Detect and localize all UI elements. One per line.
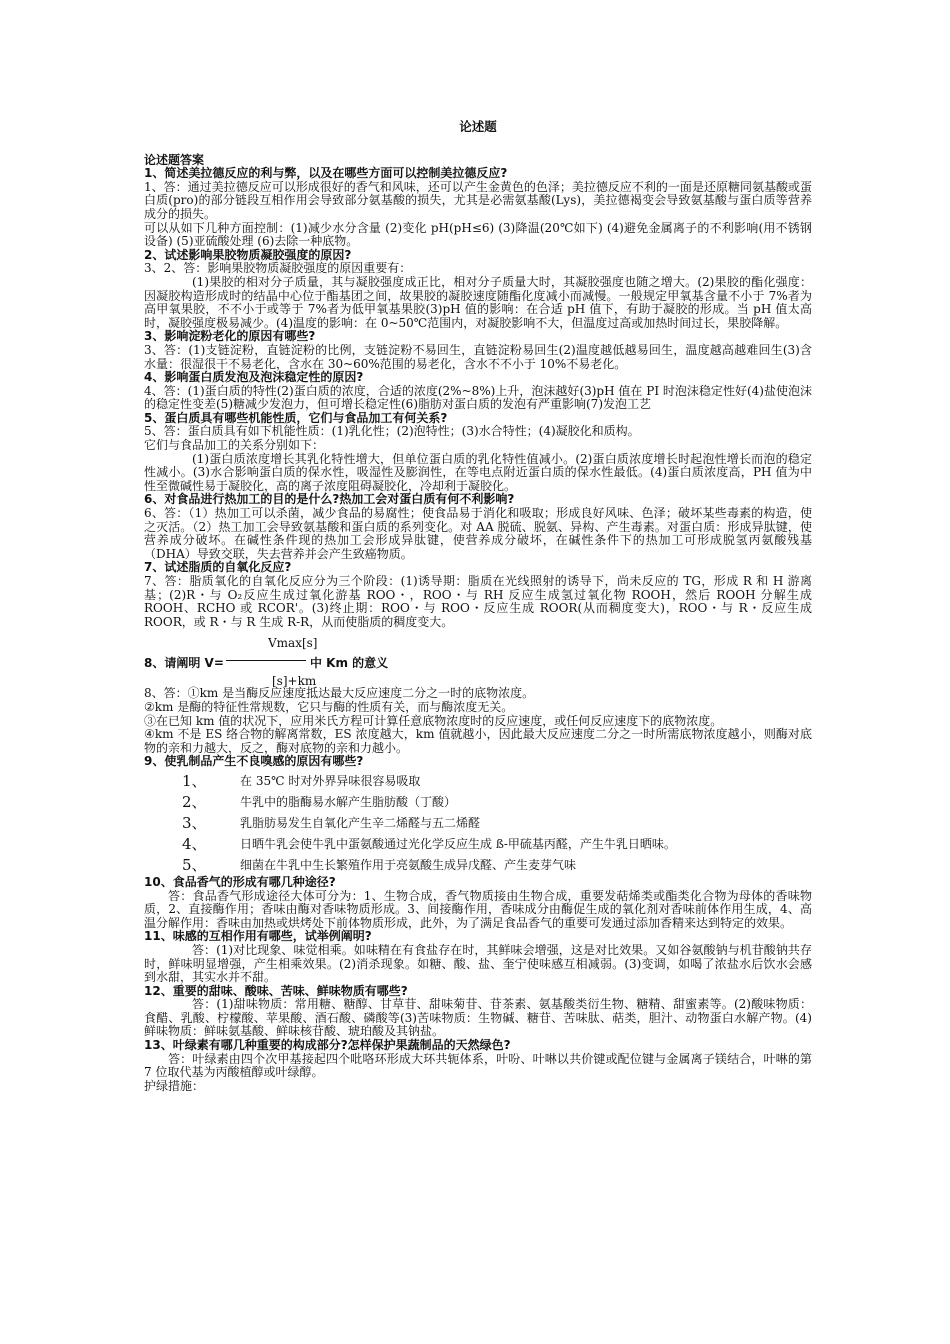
q10-heading: 10、食品香气的形成有哪几种途径?	[144, 874, 336, 889]
q10-answer: 答：食品香气形成途径大体可分为：1、生物合成，香气物质接由生物合成，重要发萜烯类或酯类化合物为母体的香味物质，2、直接酶作用；香味由酶对香味物质形成。3、间接酶作用，香味成分由酶促生成的氧化剂对香味前体作用生成，4、高温分解作用：香味由加热或烘烤处下前体物质形成，此外，为了满足食品香气的重要可发通过添加香精来达到特定的效果。	[144, 888, 812, 930]
list-text: 细菌在牛乳中生长繁殖作用于亮氨酸生成异戊醛、产生麦芽气味	[240, 857, 577, 872]
q5-detail: (1)蛋白质浓度增长其乳化特性增大，但单位蛋白质的乳化特性值减小。(2)蛋白质浓度增长时起泡性增长而泡的稳定性减小。(3)水合影响蛋白质的保水性，吸湿性及膨润性，在等电点附近蛋白质的保水性最低。(4)蛋白质浓度高，PH 值为中性至微碱性易于凝胶化，高的离子浓度阻碍凝胶化，冷却利于凝胶化。	[144, 451, 812, 493]
q12-answer: 答：(1)甜味物质：常用糖、糖醇、甘草苷、甜味菊苷、苷茶素、氨基酸类衍生物、糖精、甜蜜素等。(2)酸味物质：食醋、乳酸、柠檬酸、苹果酸、酒石酸、磷酸等(3)苦味物质：生物碱、糖苷、苦味肽、萜类，胆汁、动物蛋白水解产物。(4)鲜味物质：鲜味氨基酸、鲜味核苷酸、琥珀酸及其钠盐。	[144, 997, 812, 1039]
list-item	[182, 813, 812, 834]
q12-heading: 12、重要的甜味、酸味、苦味、鲜味物质有哪些?	[144, 983, 408, 998]
list-text: 在 35℃ 时对外界异味很容易吸取	[240, 773, 421, 788]
q3-heading: 3、影响淀粉老化的原因有哪些?	[144, 329, 316, 344]
q11-answer: 答：(1)对比现象、味觉相乘。如味精在有食盐存在时，其鲜味会增强，这是对比效果。又如谷氨酸钠与机苷酸钠共存时，鲜味明显增强，产生相乘效果。(2)消杀现象。如糖、酸、盐、奎宁使味感互相减弱。(3)变调，如喝了浓盐水后饮水会感到水甜，其实水并不甜。	[144, 942, 812, 985]
q1-control: 可以从如下几种方面控制：(1)减少水分含量 (2)变化 pH(pH≤6) (3)降温(20℃如下) (4)避免金属离子的不利影响(用不锈钢设备) (5)亚硫酸处理 (6)去除一种底物。	[144, 220, 812, 249]
list-item	[182, 792, 812, 813]
q8-answer-2: ②km 是酶的特征性常规数，它只与酶的性质有关，而与酶浓度无关。	[144, 699, 514, 714]
q3-answer: 3、答：(1)支链淀粉，直链淀粉的比例，支链淀粉不易回生，直链淀粉易回生(2)温度越低越易回生，温度越高越难回生(3)含水量：很湿很干不易老化，含水在 30~60%范围的易老化，含水不不小于 10%不易老化。	[144, 342, 812, 371]
q6-answer: 6、答：（1）热加工可以杀菌，减少食品的易腐性；使食品易于消化和吸取；形成良好风味、色泽；破坏某些毒素的构造，使之灭活。（2）热工加工会导致氨基酸和蛋白质的系列变化。对 AA 脱硫、脱氨、异构、产生毒素。对蛋白质：形成异肽键，使营养成分破坏。在碱性条件现的热加工会形成异肽键，使营养成分破坏，在碱性条件下的热加工可形成脱氢丙氨酸残基（DHA）导致交联，失去营养并会产生致癌物质。	[144, 506, 812, 561]
list-text: 日晒牛乳会使牛乳中蛋氨酸通过光化学反应生成 ß-甲硫基丙醛，产生牛乳日晒味。	[240, 836, 676, 851]
list-text: 牛乳中的脂酶易水解产生脂肪酸（丁酸）	[240, 794, 457, 809]
q8-answer-3: ③在已知 km 值的状况下，应用米氏方程可计算任意底物浓度时的反应速度，或任何反应速度下的底物浓度。	[144, 713, 723, 728]
list-number: 3、	[182, 813, 207, 832]
list-number: 1、	[182, 771, 207, 790]
list-number: 5、	[182, 855, 207, 874]
q9-heading: 9、使乳制品产生不良嗅感的原因有哪些?	[144, 754, 364, 769]
q6-heading: 6、对食品进行热加工的目的是什么?热加工会对蛋白质有何不利影响?	[144, 492, 515, 507]
q8-heading-prefix: 8、请阐明 V=	[144, 656, 224, 671]
q13-heading: 13、叶绿素有哪几种重要的构成部分?怎样保护果蔬制品的天然绿色?	[144, 1038, 511, 1053]
q9-list	[182, 771, 812, 876]
list-number: 2、	[182, 792, 207, 811]
q8-answer-4: ④km 不是 ES 络合物的解离常数，ES 浓度越大，km 值就越小，因此最大反应速度二分之一时所需底物浓度越小，则酶对底物的亲和力越大，反之，酶对底物的亲和力越小。	[144, 727, 812, 755]
q13-measures: 护绿措施：	[144, 1078, 205, 1093]
q5-heading: 5、蛋白质具有哪些机能性质，它们与食品加工有何关系?	[144, 410, 448, 425]
q4-heading: 4、影响蛋白质发泡及泡沫稳定性的原因?	[144, 370, 364, 385]
q8-heading-suffix: 中 Km 的意义	[310, 656, 389, 671]
q8-formula-heading	[144, 637, 812, 687]
formula-denominator: [s]+km	[272, 674, 317, 689]
q13-answer: 答：叶绿素由四个次甲基接起四个吡咯环形成大环共轭体系，叶吩、叶啉以共价键或配位键与金属离子镁结合，叶啉的第 7 位取代基为丙酸植醇或叶绿醇。	[144, 1051, 812, 1080]
list-text: 乳脂肪易发生自氧化产生辛二烯醛与五二烯醛	[240, 815, 481, 830]
q7-answer: 7、答：脂质氧化的自氧化反应分为三个阶段：(1)诱导期：脂质在光线照射的诱导下，尚未反应的 TG，形成 R 和 H 游离基；(2)R・与 O₂反应生成过氧化游基 ROO・，ROO・与 RH 反应生成氢过氧化物 ROOH，然后 ROOH 分解生成 ROOH、RCHO 或 RCOR'。(3)终止期：ROO・与 ROO・反应生成 ROOR(从而稠度变大)，ROO・与 R・反应生成 ROOR，或 R・与 R 生成 R-R，从而使脂质的稠度变大。	[144, 574, 812, 629]
page-title: 论述题	[459, 119, 497, 134]
q11-heading: 11、味感的互相作用有哪些，试举例阐明?	[144, 929, 372, 944]
q7-heading: 7、试述脂质的自氧化反应?	[144, 560, 292, 575]
q5-answer: 5、答：蛋白质具有如下机能性质：(1)乳化性；(2)泡特性；(3)水合特性；(4)凝胶化和质构。	[144, 424, 640, 439]
list-item	[182, 834, 812, 855]
document-page	[144, 120, 812, 1093]
q8-answer-1: 8、答：①km 是当酶反应速度抵达最大反应速度二分之一时的底物浓度。	[144, 686, 535, 701]
q2-answer: (1)果胶的相对分子质量，其与凝胶强度成正比，相对分子质量大时，其凝胶强度也随之增大。(2)果胶的酯化强度：因凝胶构造形成时的结晶中心位于酯基团之间，故果胶的凝胶速度随酯化度减小而减慢。一般规定甲氧基含量不小于 7%者为高甲氧果胶，不不小于或等于 7%者为低甲氧基果胶(3)pH 值的影响：在合适 pH 值下，有助于凝胶的形成。当 pH 值太高时，凝胶强度极易减少。(4)温度的影响：在 0~50℃范围内，对凝胶影响不大，但温度过高或加热时间过长，果胶降解。	[144, 274, 812, 330]
formula-numerator: Vmax[s]	[268, 636, 318, 651]
fraction-bar	[226, 660, 306, 661]
q5-relation: 它们与食品加工的关系分别如下：	[144, 438, 325, 453]
list-item	[182, 855, 812, 876]
q2-answer-intro: 3、2、答：影响果胶物质凝胶强度的原因重要有：	[144, 261, 412, 276]
q1-heading: 1、简述美拉德反应的利与弊，以及在哪些方面可以控制美拉德反应?	[144, 166, 508, 181]
list-item	[182, 771, 812, 792]
q2-heading: 2、试述影响果胶物质凝胶强度的原因?	[144, 247, 352, 262]
q1-answer: 1、答：通过美拉德反应可以形成很好的香气和风味，还可以产生金黄色的色泽；美拉德反应不利的一面是还原糖同氨基酸或蛋白质(pro)的部分链段互相作用会导致部分氨基酸的损失，尤其是必需氨基酸(Lys)，美拉德褐变会导致氨基酸与蛋白质等营养成分的损失。	[144, 179, 812, 221]
answers-heading: 论述题答案	[144, 152, 205, 167]
list-number: 4、	[182, 834, 207, 853]
q4-answer: 4、答：(1)蛋白质的特性(2)蛋白质的浓度，合适的浓度(2%~8%)上升，泡沫越好(3)pH 值在 PI 时泡沫稳定性好(4)盐使泡沫的稳定性变差(5)糖减少发泡力，但可增长稳定性(6)脂肪对蛋白质的发泡有严重影响(7)发泡工艺	[144, 383, 812, 412]
